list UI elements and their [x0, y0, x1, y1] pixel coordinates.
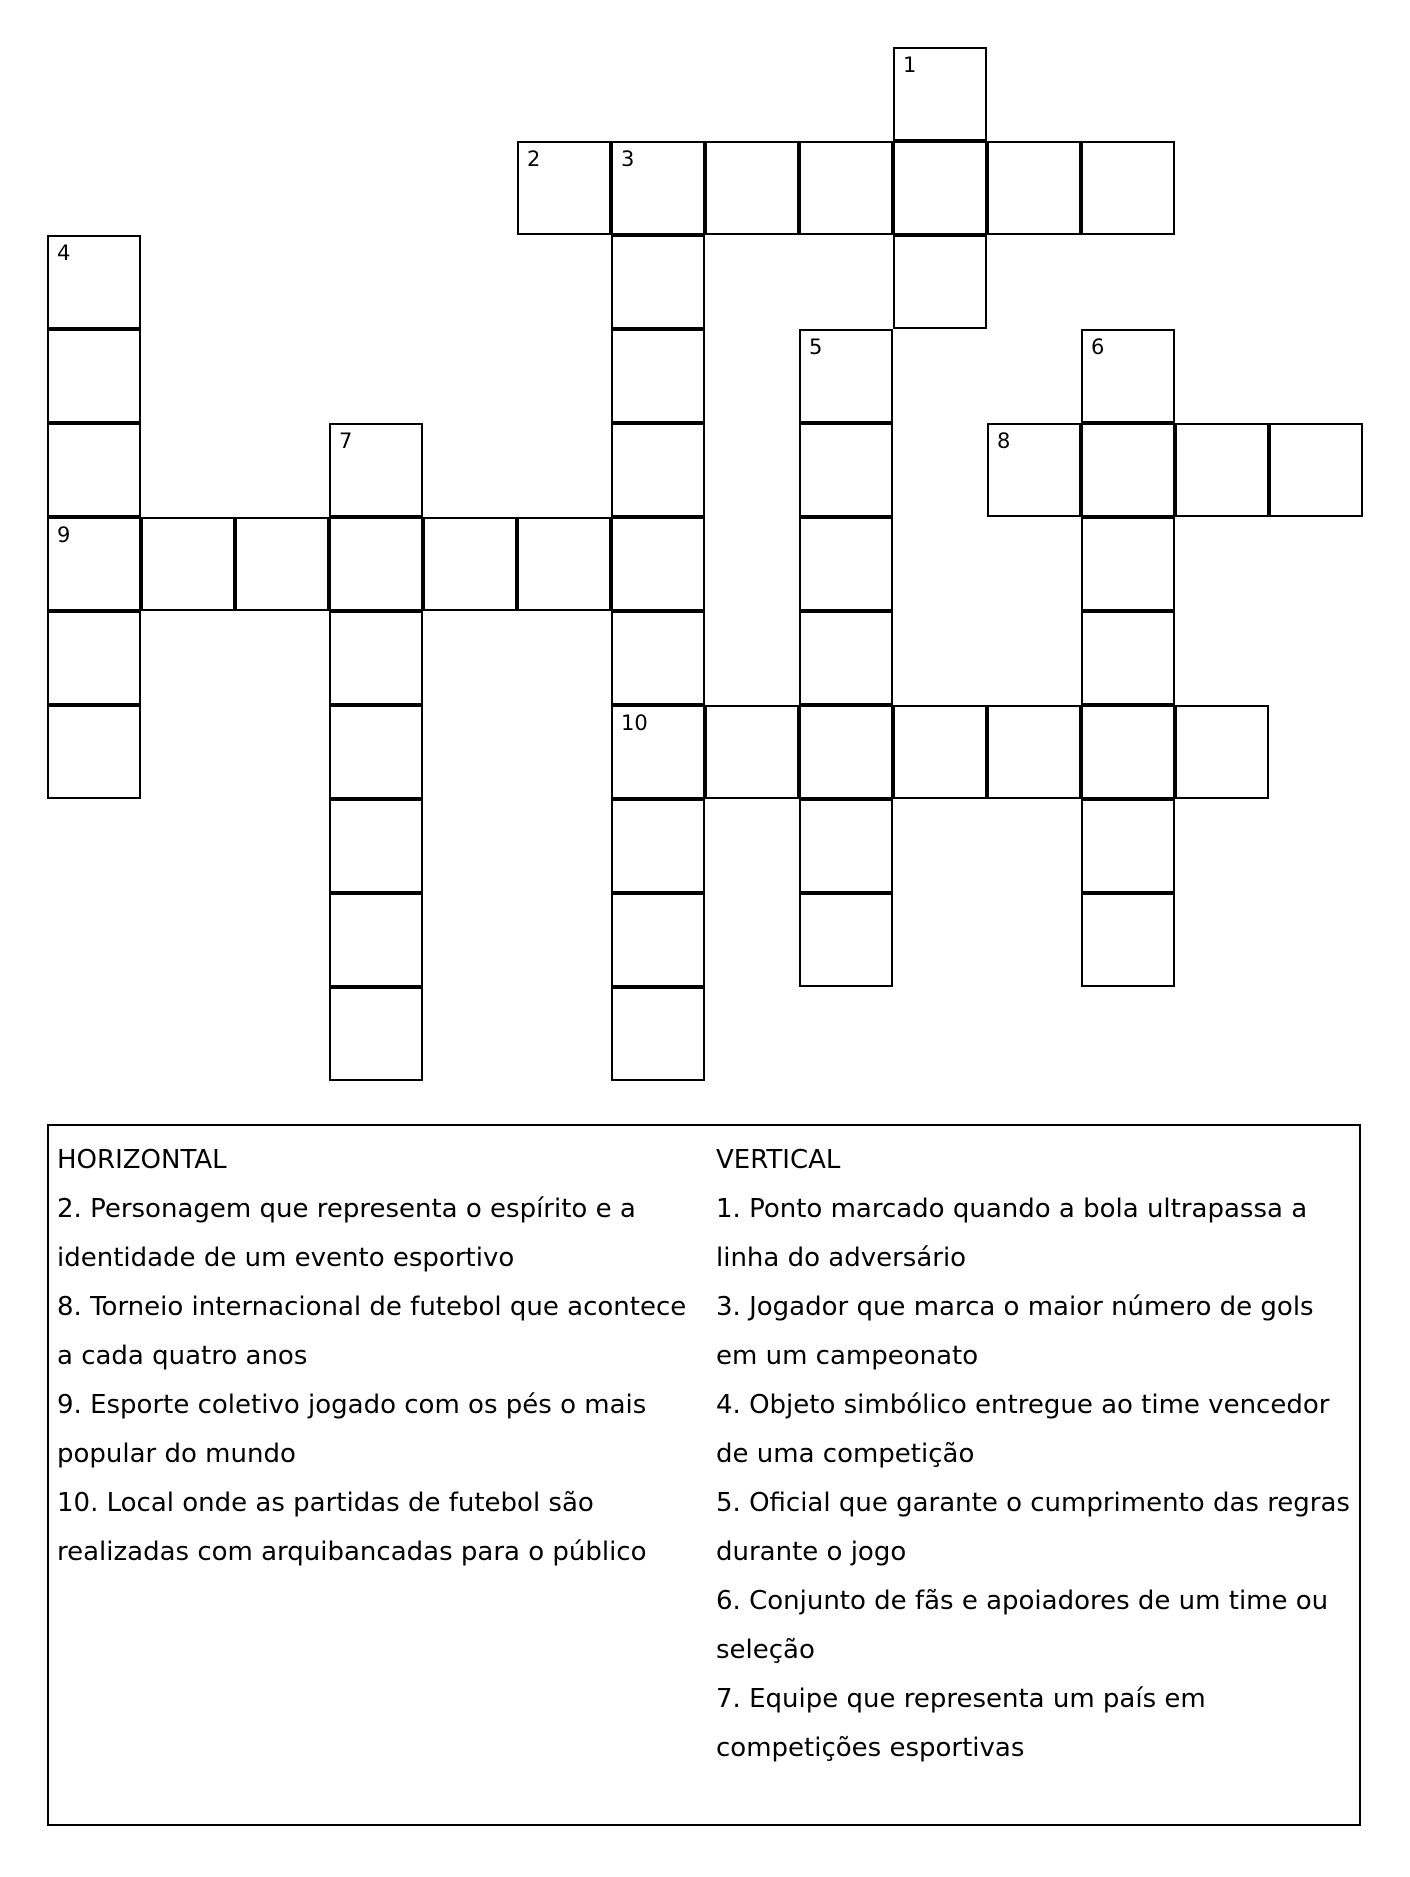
clue-number: 10: [621, 711, 648, 735]
crossword-cell[interactable]: [893, 47, 987, 141]
clue-vertical-3: 3. Jogador que marca o maior número de gols em um campeonato: [716, 1292, 1314, 1371]
crossword-cell[interactable]: [799, 141, 893, 235]
crossword-cell[interactable]: [799, 611, 893, 705]
clue-number: 6: [1091, 335, 1105, 359]
clue-vertical-6: 6. Conjunto de fãs e apoiadores de um time ou seleção: [716, 1586, 1329, 1665]
crossword-cell[interactable]: [705, 141, 799, 235]
crossword-cell[interactable]: [1081, 893, 1175, 987]
crossword-cell[interactable]: [329, 611, 423, 705]
crossword-cell[interactable]: [1081, 329, 1175, 423]
crossword-cell[interactable]: [987, 141, 1081, 235]
crossword-cell[interactable]: [141, 517, 235, 611]
crossword-cell[interactable]: [517, 517, 611, 611]
crossword-cell[interactable]: [1081, 799, 1175, 893]
crossword-cell[interactable]: [235, 517, 329, 611]
crossword-cell[interactable]: [329, 893, 423, 987]
crossword-cell[interactable]: [799, 329, 893, 423]
vertical-title: VERTICAL: [716, 1145, 841, 1175]
clue-vertical-7: 7. Equipe que representa um país em competições esportivas: [716, 1684, 1206, 1763]
crossword-cell[interactable]: [1269, 423, 1363, 517]
crossword-cell[interactable]: [329, 517, 423, 611]
crossword-cell[interactable]: [987, 423, 1081, 517]
crossword-cell[interactable]: [799, 705, 893, 799]
crossword-cell[interactable]: [611, 329, 705, 423]
crossword-cell[interactable]: [329, 423, 423, 517]
crossword-cell[interactable]: [799, 893, 893, 987]
crossword-cell[interactable]: [47, 705, 141, 799]
crossword-cell[interactable]: [611, 141, 705, 235]
crossword-cell[interactable]: [611, 517, 705, 611]
clue-horizontal-8: 8. Torneio internacional de futebol que acontece a cada quatro anos: [57, 1292, 687, 1371]
crossword-cell[interactable]: [893, 705, 987, 799]
clue-number: 8: [997, 429, 1011, 453]
crossword-cell[interactable]: [611, 987, 705, 1081]
crossword-cell[interactable]: [799, 799, 893, 893]
clue-number: 2: [527, 147, 541, 171]
clue-horizontal-2: 2. Personagem que representa o espírito e a identidade de um evento esportivo: [57, 1194, 636, 1273]
clue-number: 1: [903, 53, 917, 77]
crossword-cell[interactable]: [47, 423, 141, 517]
crossword-cell[interactable]: [611, 893, 705, 987]
crossword-cell[interactable]: [47, 611, 141, 705]
crossword-cell[interactable]: [47, 235, 141, 329]
crossword-cell[interactable]: [987, 705, 1081, 799]
crossword-cell[interactable]: [893, 141, 987, 235]
crossword-cell[interactable]: [329, 799, 423, 893]
crossword-cell[interactable]: [611, 611, 705, 705]
horizontal-title: HORIZONTAL: [57, 1145, 227, 1175]
clue-number: 3: [621, 147, 635, 171]
vertical-clues: [716, 1136, 1356, 1773]
crossword-cell[interactable]: [611, 235, 705, 329]
crossword-cell[interactable]: [1081, 705, 1175, 799]
crossword-cell[interactable]: [611, 705, 705, 799]
clue-number: 9: [57, 523, 71, 547]
clue-vertical-1: 1. Ponto marcado quando a bola ultrapassa a linha do adversário: [716, 1194, 1308, 1273]
clue-number: 7: [339, 429, 353, 453]
crossword-cell[interactable]: [1081, 611, 1175, 705]
crossword-cell[interactable]: [329, 987, 423, 1081]
crossword-cell[interactable]: [1175, 705, 1269, 799]
clues-box: [47, 1124, 1361, 1826]
crossword-cell[interactable]: [611, 423, 705, 517]
crossword-cell[interactable]: [47, 517, 141, 611]
crossword-cell[interactable]: [799, 517, 893, 611]
crossword-cell[interactable]: [611, 799, 705, 893]
crossword-cell[interactable]: [517, 141, 611, 235]
clue-number: 5: [809, 335, 823, 359]
crossword-cell[interactable]: [1081, 517, 1175, 611]
clue-vertical-4: 4. Objeto simbólico entregue ao time vencedor de uma competição: [716, 1390, 1330, 1469]
crossword-cell[interactable]: [329, 705, 423, 799]
crossword-cell[interactable]: [1175, 423, 1269, 517]
crossword-cell[interactable]: [47, 329, 141, 423]
horizontal-clues: [57, 1136, 697, 1577]
clue-number: 4: [57, 241, 71, 265]
crossword-cell[interactable]: [423, 517, 517, 611]
crossword-cell[interactable]: [1081, 423, 1175, 517]
crossword-cell[interactable]: [799, 423, 893, 517]
clue-horizontal-10: 10. Local onde as partidas de futebol são realizadas com arquibancadas para o público: [57, 1488, 647, 1567]
crossword-cell[interactable]: [705, 705, 799, 799]
crossword-cell[interactable]: [1081, 141, 1175, 235]
clue-vertical-5: 5. Oficial que garante o cumprimento das regras durante o jogo: [716, 1488, 1350, 1567]
crossword-cell[interactable]: [893, 235, 987, 329]
clue-horizontal-9: 9. Esporte coletivo jogado com os pés o mais popular do mundo: [57, 1390, 647, 1469]
